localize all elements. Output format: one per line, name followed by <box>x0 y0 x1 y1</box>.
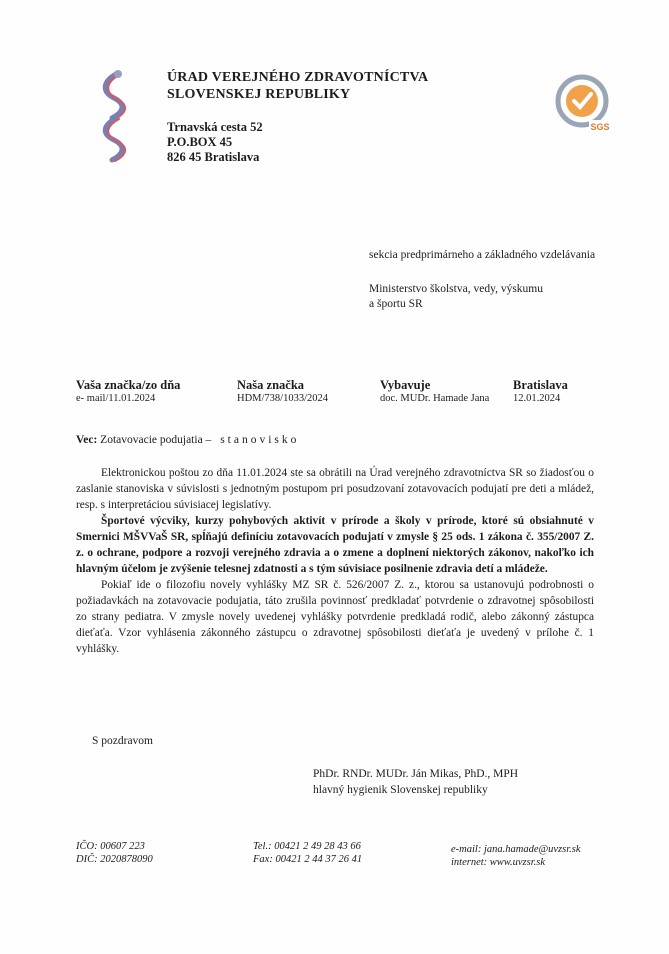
svg-text:SGS: SGS <box>590 122 610 132</box>
footer-ids: IČO: 00607 223 DIČ: 2020878090 <box>76 841 153 865</box>
ref-our-sign: Naša značka HDM/738/1033/2024 <box>237 378 329 404</box>
signature-block <box>313 766 518 798</box>
subject-line: Vec: Zotavovacie podujatia – stanovisko <box>76 434 300 446</box>
recipient-ministry-line1: Ministerstvo školstva, vedy, výskumu <box>369 283 543 295</box>
ref-place-date: Bratislava 12.01.2024 <box>513 378 568 404</box>
iso-certification-logo <box>555 72 615 136</box>
body-paragraph-2: Športové výcviky, kurzy pohybových aktivít v prírode a školy v prírode, ktoré sú obsiahnuté v Smernici MŠVVaŠ SR, spĺňajú definíciu zotavovacích podujatí v zmysle § 25 ods. 1 zákona č. 355/2007 Z. z. o ochrane, podpore a rozvoji verejného zdravia a o zmene a doplnení niektorých zákonov, nakoľko ich hlavným účelom je zvýšenie telesnej zdatnosti a s tým súvisiace posilnenie zdravia detí a mládeže. <box>76 515 594 575</box>
uvz-logo-icon <box>94 68 136 180</box>
body-paragraph-1: Elektronickou poštou zo dňa 11.01.2024 ste sa obrátili na Úrad verejného zdravotníctva SR so žiadosťou o zaslanie stanoviska v súvislosti s jednotným postupom pri posudzovaní zotavovacích podujatí pre deti a mládež, resp. s interpretáciou súvisiacej legislatívy. <box>76 467 594 511</box>
letter-body <box>76 465 594 657</box>
org-name-line2: SLOVENSKEJ REPUBLIKY <box>167 87 351 102</box>
org-address: Trnavská cesta 52 P.O.BOX 45 826 45 Bratislava <box>167 120 263 164</box>
greeting: S pozdravom <box>92 735 154 747</box>
recipient-ministry-line2: a športu SR <box>369 298 423 310</box>
body-paragraph-3: Pokiaľ ide o filozofiu novely vyhlášky MZ SR č. 526/2007 Z. z., ktorou sa ustanovujú podrobnosti o požiadavkách na zotavovacie podujatia, táto zrušila povinnosť predkladať potvrdenie o zdravotnej spôsobilosti zo strany pediatra. V zmysle novely uvedenej vyhlášky potvrdenie predkladá rodič, alebo zákonný zástupca dieťaťa. Vzor vyhlásenia zákonného zástupcu o zdravotnej spôsobilosti dieťaťa je uvedený v prílohe č. 1 vyhlášky. <box>76 579 594 655</box>
signer-name: PhDr. RNDr. MUDr. Ján Mikas, PhD., MPH <box>313 768 519 780</box>
ref-your-sign: Vaša značka/zo dňa e- mail/11.01.2024 <box>76 378 181 404</box>
signer-title: hlavný hygienik Slovenskej republiky <box>313 784 488 796</box>
org-name-line1: ÚRAD VEREJNÉHO ZDRAVOTNÍCTVA <box>167 70 429 85</box>
footer-contact: e-mail: jana.hamade@uvzsr.sk internet: www.uvzsr.sk <box>451 844 581 868</box>
footer-phone: Tel.: 00421 2 49 28 43 66 Fax: 00421 2 44 37 26 41 <box>253 841 363 865</box>
ref-handled-by: Vybavuje doc. MUDr. Hamade Jana <box>380 378 490 404</box>
recipient-section: sekcia predprimárneho a základného vzdelávania <box>369 249 596 261</box>
